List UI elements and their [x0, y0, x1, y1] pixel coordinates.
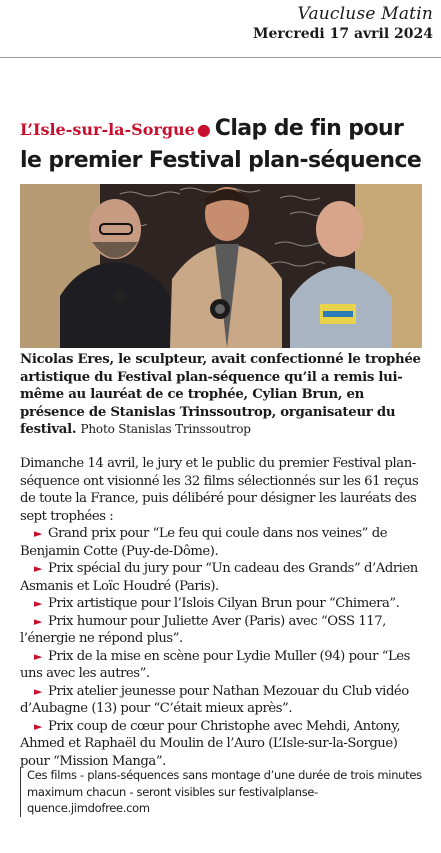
photo-caption	[20, 351, 432, 439]
masthead-divider	[0, 57, 441, 58]
list-item	[20, 560, 430, 595]
prize-text: Prix atelier jeunesse pour Nathan Mezouar du Club vidéo d’Aubagne (13) pour “C’était mieux après”.	[20, 683, 409, 716]
article-photo	[20, 184, 422, 348]
triangle-right-icon: ►	[34, 614, 43, 628]
list-item	[20, 595, 430, 613]
publication-name: Vaucluse Matin	[297, 4, 433, 24]
triangle-right-icon: ►	[34, 527, 43, 540]
intro-paragraph: Dimanche 14 avril, le jury et le public du premier Festival plan-séquence ont visionné les 32 films sélectionnés sur les 61 reçus de toute la France, puis délibéré pour désigner les lauréats des sept trophées :	[20, 456, 419, 524]
list-item	[20, 525, 430, 560]
prize-text: Prix coup de cœur pour Christophe avec Mehdi, Antony, Ahmed et Raphaël du Moulin de l’Auro (L’Isle-sur-la-Sorgue) pour “Mission Manga”.	[20, 718, 401, 769]
prize-text: Prix artistique pour l’Islois Cilyan Brun pour “Chimera”.	[48, 596, 400, 611]
triangle-right-icon: ►	[34, 684, 43, 698]
photo-credit: Photo Stanislas Trinssoutrop	[80, 422, 251, 436]
bullet-dot-icon: ●	[196, 120, 211, 139]
masthead	[253, 4, 433, 42]
article-body	[20, 455, 430, 770]
caption-text: Nicolas Eres, le sculpteur, avait confectionné le trophée artistique du Festival plan-séquence qu’il a remis lui-même au lauréat de ce trophée, Cylian Brun, en présence de Stanislas Trinssoutrop, organisateur du festival.	[20, 352, 421, 437]
list-item	[20, 648, 430, 683]
prize-text: Prix de la mise en scène pour Lydie Muller (94) pour “Les uns avec les autres”.	[20, 648, 410, 681]
article-title: Clap de fin pour le premier Festival plan-séquence	[20, 116, 422, 173]
article-headline	[20, 113, 430, 177]
location-label: L’Isle-sur-la-Sorgue	[20, 120, 195, 139]
triangle-right-icon: ►	[34, 719, 43, 733]
prize-text: Prix spécial du jury pour “Un cadeau des Grands” d’Adrien Asmanis et Loïc Houdré (Paris).	[20, 561, 418, 594]
prize-text: Prix humour pour Juliette Aver (Paris) avec “OSS 117, l’énergie ne répond plus”.	[20, 613, 386, 646]
prize-text: Grand prix pour “Le feu qui coule dans nos veines” de Benjamin Cotte (Puy-de-Dôme).	[20, 526, 388, 559]
triangle-right-icon: ►	[34, 562, 43, 575]
list-item	[20, 718, 430, 771]
list-item	[20, 613, 430, 648]
triangle-right-icon: ►	[34, 597, 43, 610]
footnote: Ces films - plans-séquences sans montage d’une durée de trois minutes maximum chacun - seront visibles sur festivalplanse-quence.jimdofree.com	[20, 767, 435, 817]
issue-date: Mercredi 17 avril 2024	[253, 26, 433, 42]
list-item	[20, 683, 430, 718]
triangle-right-icon: ►	[34, 649, 43, 663]
